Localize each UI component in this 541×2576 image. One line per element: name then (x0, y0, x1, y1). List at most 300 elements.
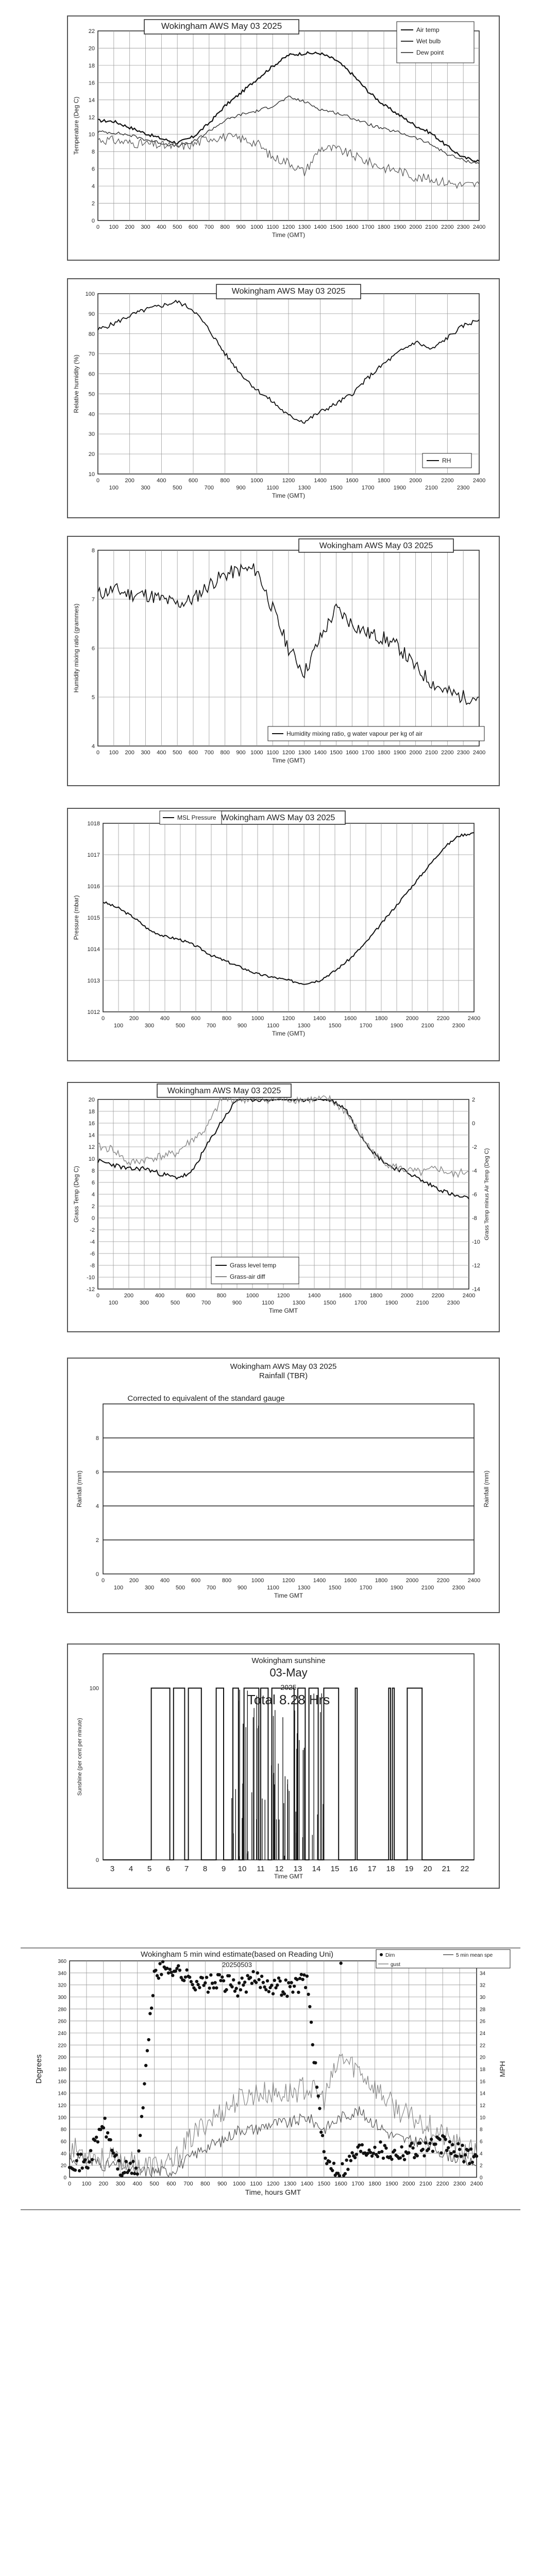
wind-ytick: 80 (60, 2127, 66, 2133)
wind-dir-point (209, 1973, 212, 1976)
grass-ytick: 0 (91, 1215, 95, 1222)
wind-dir-point (264, 1988, 267, 1991)
wind-dir-point (413, 2156, 416, 2159)
rh-xtick: 400 (157, 478, 166, 484)
wind-dir-point (378, 2151, 381, 2154)
wind-dir-point (234, 1987, 238, 1990)
wind-dir-point (250, 1981, 253, 1985)
wind-dir-point (262, 1981, 265, 1984)
wind-dir-point (140, 2115, 143, 2118)
rh-xtick: 500 (172, 485, 182, 491)
wind-dir-point (369, 2151, 372, 2154)
mix-legend-label: Humidity mixing ratio, g water vapour per kg of air (286, 730, 423, 737)
sun-ylabel: Sunshine (per cent per minute) (77, 1718, 83, 1796)
wind-dir-point (280, 1993, 283, 1996)
wind-dir-point (469, 2147, 472, 2150)
wind-dir-point (290, 1981, 293, 1984)
wind-legend-swatch (380, 1953, 383, 1956)
wind-dir-point (134, 2166, 138, 2170)
mix-xtick: 1000 (250, 750, 263, 756)
sun-xtick: 9 (221, 1865, 226, 1873)
mix-ytick: 4 (91, 743, 95, 750)
grass-ylabel-right: Grass Temp minus Air Temp (Deg C) (484, 1148, 490, 1241)
wind-xlabel: Time, hours GMT (245, 2188, 301, 2196)
temp-xtick: 2200 (441, 224, 454, 230)
wind-dir-point (178, 1969, 181, 1972)
wind-dir-point (451, 2143, 454, 2146)
rain-ytick: 6 (95, 1469, 99, 1476)
grass-title: Wokingham AWS May 03 2025 (167, 1087, 281, 1095)
wind-dir-point (129, 2162, 132, 2165)
wind-dir-point (127, 2169, 130, 2172)
wind-dir-point (160, 1973, 163, 1976)
wind-dir-point (361, 2143, 364, 2146)
wind-dir-point (93, 2139, 96, 2142)
mix-xtick: 700 (204, 750, 214, 756)
wind-dir-point (424, 2141, 427, 2144)
wind-xtick: 1200 (266, 2181, 280, 2187)
pres-xtick: 1100 (267, 1023, 279, 1029)
rain-xtick: 1900 (390, 1585, 403, 1591)
wind-dir-point (266, 1979, 269, 1982)
wind-dir-point (314, 2061, 317, 2064)
wind-dir-point (401, 2154, 404, 2157)
temp-xtick: 1500 (330, 224, 343, 230)
mix-ytick: 7 (91, 597, 95, 603)
wind-ytick: 260 (58, 2019, 66, 2025)
wind-dir-point (161, 1960, 164, 1963)
temp-xtick: 1300 (298, 224, 311, 230)
wind-dir-point (306, 1974, 309, 1977)
rh-xtick: 800 (220, 478, 230, 484)
pres-xtick: 1300 (297, 1023, 311, 1029)
wind-dir-point (411, 2146, 414, 2149)
temp-xtick: 1400 (314, 224, 327, 230)
wind-dir-point (318, 2107, 321, 2110)
wind-dir-point (439, 2151, 443, 2155)
wind-dir-point (228, 1974, 231, 1977)
wind-ytick-right: 12 (480, 2103, 486, 2109)
wind-ytick-right: 28 (480, 2007, 486, 2013)
temp-ytick: 16 (88, 80, 95, 87)
wind-dir-point (390, 2158, 393, 2161)
rain-xtick: 400 (160, 1578, 170, 1584)
mix-xtick: 600 (188, 750, 198, 756)
wind-dir-point (212, 1986, 215, 1989)
rain-xtick: 600 (191, 1578, 201, 1584)
grass-ytick: 6 (91, 1180, 95, 1186)
pres-ytick: 1012 (87, 1009, 100, 1015)
wind-dir-point (177, 1964, 180, 1967)
pres-xtick: 200 (129, 1015, 139, 1022)
wind-dir-point (88, 2160, 91, 2163)
wind-dir-point (410, 2142, 413, 2145)
temp-ytick: 6 (91, 166, 95, 173)
wind-dir-point (323, 2150, 326, 2153)
wind-dir-point (297, 1991, 300, 1994)
wind-xtick: 2000 (402, 2181, 415, 2187)
wind-dir-point (116, 2167, 119, 2171)
wind-dir-point (372, 2151, 375, 2155)
wind-dir-point (195, 1980, 198, 1983)
wind-dir-point (353, 2156, 357, 2159)
wind-dir-point (240, 1976, 243, 1979)
wind-dir-point (165, 1967, 168, 1970)
rain-xtick: 500 (175, 1585, 185, 1591)
wind-dir-point (331, 2169, 334, 2172)
sun-date: 03-May (269, 1666, 308, 1679)
wind-dir-point (328, 2160, 331, 2163)
mix-ylabel: Humidity mixing ratio (grammes) (73, 603, 80, 693)
wind-dir-point (225, 1988, 228, 1991)
rh-ytick: 50 (88, 391, 95, 398)
rain-xtick: 1000 (251, 1578, 264, 1584)
rh-xtick: 1600 (346, 478, 359, 484)
wind-dir-point (293, 1985, 296, 1988)
rain-xtick: 800 (222, 1578, 232, 1584)
temp-ytick: 2 (91, 200, 95, 207)
rain-xtick: 2000 (405, 1578, 419, 1584)
wind-dir-point (382, 2157, 385, 2160)
temp-ytick: 12 (88, 114, 95, 121)
grass-ytick: 10 (88, 1156, 95, 1162)
temp-xtick: 1600 (346, 224, 359, 230)
wind-legend-label: 5 min mean spe (456, 1953, 493, 1958)
grass-ytick: -10 (87, 1275, 95, 1281)
mix-xtick: 0 (96, 750, 100, 756)
mix-xtick: 1400 (314, 750, 327, 756)
wind-dir-point (350, 2151, 353, 2154)
grass-ylabel: Grass Temp (Deg C) (73, 1166, 80, 1223)
pres-xtick: 2000 (405, 1015, 419, 1022)
rain-xtick: 2200 (436, 1578, 450, 1584)
temp-xtick: 0 (96, 224, 100, 230)
wind-dir-point (157, 1976, 160, 1979)
rh-xtick: 2300 (457, 485, 470, 491)
wind-dir-point (438, 2138, 441, 2141)
wind-ytick: 160 (58, 2079, 66, 2085)
wind-xtick: 1100 (250, 2181, 262, 2187)
grass-xtick: 200 (124, 1293, 134, 1299)
wind-dir-point (150, 2007, 153, 2010)
temp-xlabel: Time (GMT) (272, 231, 306, 239)
wind-dir-point (407, 2151, 410, 2154)
wind-dir-point (444, 2138, 447, 2141)
wind-xtick: 600 (166, 2181, 176, 2187)
wind-dir-point (239, 1988, 242, 1991)
temp-xtick: 200 (125, 224, 134, 230)
grass-ytick: 14 (88, 1132, 95, 1139)
wind-dir-point (255, 1981, 258, 1984)
wind-dir-point (141, 2106, 144, 2109)
wind-dir-point (324, 2157, 327, 2160)
wind-dir-point (80, 2166, 83, 2170)
wind-dir-point (170, 1971, 173, 1974)
wind-dir-point (75, 2159, 78, 2162)
wind-dir-point (359, 2150, 362, 2153)
wind-dir-point (291, 1991, 294, 1994)
wind-dir-point (74, 2168, 77, 2172)
grass-xtick: 2100 (416, 1300, 429, 1306)
grass-ytick: 8 (91, 1168, 95, 1174)
wind-dir-point (452, 2150, 455, 2153)
sun-xtick: 15 (330, 1865, 340, 1873)
wind-xtick: 200 (98, 2181, 109, 2187)
sun-xtick: 8 (202, 1865, 208, 1873)
wind-dir-point (188, 1976, 191, 1979)
wind-dir-point (366, 2151, 369, 2155)
wind-legend-label: gust (391, 1962, 400, 1968)
wind-ytick-right: 20 (480, 2055, 486, 2061)
grass-ytick: -8 (90, 1263, 95, 1269)
pres-xtick: 700 (206, 1023, 216, 1029)
wind-ytick: 0 (63, 2175, 66, 2181)
wind-dir-point (205, 1976, 208, 1979)
pres-title: Wokingham AWS May 03 2025 (221, 814, 335, 822)
grass-ytick-right: -8 (472, 1215, 477, 1222)
wind-dir-point (270, 1984, 273, 1987)
wind-dir-point (339, 1961, 342, 1964)
pres-xtick: 1000 (251, 1015, 264, 1022)
temp-xtick: 2100 (425, 224, 438, 230)
wind-dir-point (427, 2147, 430, 2150)
mix-xtick: 1200 (282, 750, 295, 756)
temp-xtick: 300 (141, 224, 150, 230)
grass-xtick: 600 (185, 1293, 196, 1299)
wind-ytick-right: 34 (480, 1971, 486, 1977)
sun-xtick: 16 (349, 1865, 358, 1873)
wind-dir-point (311, 2043, 314, 2046)
wind-dir-point (139, 2134, 142, 2137)
wind-dir-point (236, 1994, 239, 1997)
grass-ytick-right: 2 (472, 1097, 476, 1103)
rh-ytick: 10 (88, 471, 95, 478)
temp-xtick: 800 (220, 224, 230, 230)
grass-xtick: 2300 (447, 1300, 460, 1306)
rain-xtick: 1100 (267, 1585, 279, 1591)
wind-dir-point (279, 1979, 282, 1982)
wind-xtick: 400 (132, 2181, 142, 2187)
grass-legend-label: Grass-air diff (230, 1273, 265, 1280)
wind-xtick: 900 (217, 2181, 227, 2187)
wind-dir-point (249, 1976, 252, 1979)
wind-dir-point (287, 1981, 290, 1984)
wind-ytick: 120 (58, 2103, 66, 2109)
mix-xtick: 1900 (393, 750, 407, 756)
wind-dir-point (285, 1995, 289, 1998)
wind-dir-point (462, 2160, 465, 2163)
grass-ytick: -6 (90, 1251, 95, 1257)
mix-xtick: 200 (125, 750, 134, 756)
rain-xtick: 300 (144, 1585, 155, 1591)
grass-ytick: -2 (90, 1227, 95, 1233)
mix-xtick: 2400 (472, 750, 486, 756)
pres-xtick: 1900 (390, 1023, 403, 1029)
wind-dir-point (384, 2146, 387, 2149)
rain-xtick: 1200 (282, 1578, 295, 1584)
wind-dir-point (112, 2151, 115, 2155)
wind-dir-point (315, 2086, 318, 2089)
wind-ytick: 360 (58, 1959, 66, 1964)
grass-ytick-right: -10 (472, 1239, 480, 1245)
wind-dir-point (184, 1975, 187, 1978)
grass-ytick: -12 (87, 1286, 95, 1293)
wind-dir-point (242, 1984, 245, 1987)
wind-subtitle: 20250503 (222, 1961, 252, 1969)
pres-xtick: 1200 (282, 1015, 295, 1022)
wind-dir-point (148, 2012, 151, 2015)
wind-dir-point (289, 1985, 292, 1988)
pres-xtick: 2300 (452, 1023, 465, 1029)
rh-xtick: 2100 (425, 485, 438, 491)
wind-dir-point (332, 2162, 335, 2165)
rh-ytick: 100 (85, 291, 95, 297)
wind-dir-point (78, 2169, 81, 2172)
wind-dir-point (91, 2158, 94, 2161)
wind-dir-point (466, 2149, 469, 2152)
rh-xtick: 300 (141, 485, 150, 491)
rh-xtick: 1900 (393, 485, 407, 491)
wind-xtick: 1500 (317, 2181, 330, 2187)
rain-ytick: 2 (95, 1537, 99, 1544)
wind-dir-point (232, 1978, 235, 1981)
temp-xtick: 2000 (409, 224, 422, 230)
rain-xtick: 200 (129, 1578, 139, 1584)
temperature-chart-panel (67, 15, 500, 261)
humidity-chart-panel (67, 278, 500, 518)
sun-xtick: 19 (404, 1865, 414, 1873)
wind-ytick-right: 24 (480, 2031, 486, 2037)
wind-ytick: 340 (58, 1971, 66, 1977)
rh-title: Wokingham AWS May 03 2025 (231, 287, 346, 296)
temp-xtick: 900 (236, 224, 246, 230)
temp-title: Wokingham AWS May 03 2025 (161, 21, 282, 31)
temp-xtick: 1700 (361, 224, 375, 230)
sun-xtick: 21 (442, 1865, 451, 1873)
wind-dir-point (151, 1994, 155, 1997)
rh-xtick: 100 (109, 485, 119, 491)
wind-dir-point (109, 2138, 112, 2141)
wind-dir-point (457, 2142, 460, 2145)
wind-dir-point (267, 1990, 270, 1993)
wind-xtick: 100 (81, 2181, 92, 2187)
rh-ytick: 40 (88, 411, 95, 418)
wind-dir-point (379, 2140, 382, 2143)
wind-ylabel-right: MPH (498, 2061, 506, 2077)
wind-ylabel: Degrees (35, 2054, 43, 2084)
rain-xtick: 0 (101, 1578, 105, 1584)
mix-xtick: 500 (172, 750, 182, 756)
pres-xtick: 500 (175, 1023, 185, 1029)
rh-ylabel: Relative humidity (%) (73, 354, 80, 413)
rh-xtick: 1000 (250, 478, 263, 484)
wind-dir-point (125, 2160, 128, 2163)
wind-ytick-right: 26 (480, 2019, 486, 2025)
wind-dir-point (421, 2148, 425, 2151)
wind-dir-point (154, 1969, 157, 1972)
wind-dir-point (190, 1980, 193, 1983)
sun-xtick: 22 (460, 1865, 469, 1873)
wind-xtick: 1300 (283, 2181, 297, 2187)
mix-xtick: 800 (220, 750, 230, 756)
pres-xtick: 100 (113, 1023, 124, 1029)
wind-dir-point (230, 1985, 233, 1988)
temp-ytick: 22 (88, 28, 95, 35)
rh-xtick: 2000 (409, 478, 422, 484)
wind-dir-point (284, 1978, 287, 1981)
rh-xtick: 1100 (266, 485, 279, 491)
temp-ytick: 4 (91, 183, 95, 190)
temp-ylabel: Temperature (Deg C) (73, 96, 80, 155)
sun-year: 2025 (280, 1683, 297, 1691)
wind-dir-point (167, 1971, 170, 1974)
grass-xtick: 800 (216, 1293, 227, 1299)
rain-ytick: 4 (95, 1503, 99, 1510)
wind-dir-point (345, 2159, 348, 2162)
rain-subtitle: Rainfall (TBR) (259, 1371, 308, 1380)
pres-xtick: 300 (144, 1023, 155, 1029)
wind-dir-point (380, 2150, 383, 2153)
pres-ylabel: Pressure (mbar) (73, 895, 80, 940)
wind-dir-point (196, 1983, 199, 1986)
pres-xtick: 1400 (313, 1015, 326, 1022)
wind-ytick: 240 (58, 2031, 66, 2037)
rain-xtick: 1500 (328, 1585, 342, 1591)
wind-dir-point (338, 2174, 341, 2177)
wind-dir-point (213, 1981, 216, 1984)
wind-dir-point (191, 1983, 194, 1986)
rain-xtick: 1600 (344, 1578, 357, 1584)
wind-ytick: 20 (60, 2163, 66, 2169)
wind-dir-point (114, 2154, 117, 2157)
wind-dir-point (102, 2126, 105, 2129)
wind-xtick: 1800 (368, 2181, 381, 2187)
wind-dir-point (458, 2148, 461, 2151)
grass-xtick: 0 (96, 1293, 100, 1299)
temp-legend-label: Air temp (416, 26, 439, 33)
wind-ytick: 200 (58, 2055, 66, 2061)
temp-ytick: 8 (91, 149, 95, 156)
wind-dir-point (358, 2144, 361, 2147)
wind-dir-point (431, 2149, 434, 2153)
wind-dir-point (298, 1977, 301, 1980)
temp-ytick: 18 (88, 62, 95, 69)
rh-xlabel: Time (GMT) (272, 492, 306, 499)
wind-dir-point (259, 1986, 262, 1989)
grass-xtick: 2200 (431, 1293, 445, 1299)
wind-ytick-right: 16 (480, 2079, 486, 2085)
wind-dir-point (103, 2116, 106, 2120)
wind-dir-point (304, 1986, 307, 1989)
rh-ytick: 70 (88, 351, 95, 358)
wind-ytick-right: 18 (480, 2067, 486, 2073)
wind-dir-point (260, 1975, 263, 1978)
rh-xtick: 1500 (330, 485, 343, 491)
wind-dir-point (95, 2136, 98, 2139)
rh-xtick: 2200 (441, 478, 454, 484)
wind-title: Wokingham 5 min wind estimate(based on Reading Uni) (140, 1950, 334, 1959)
temp-xtick: 600 (188, 224, 198, 230)
rh-xtick: 1800 (377, 478, 391, 484)
grass-ytick: 12 (88, 1144, 95, 1150)
rh-ytick: 20 (88, 451, 95, 458)
grass-xtick: 1700 (354, 1300, 367, 1306)
wind-dir-point (245, 1990, 248, 1993)
wind-dir-point (460, 2155, 463, 2158)
wind-dir-point (131, 2160, 134, 2163)
rh-ytick: 80 (88, 331, 95, 337)
wind-dir-point (475, 2155, 478, 2158)
